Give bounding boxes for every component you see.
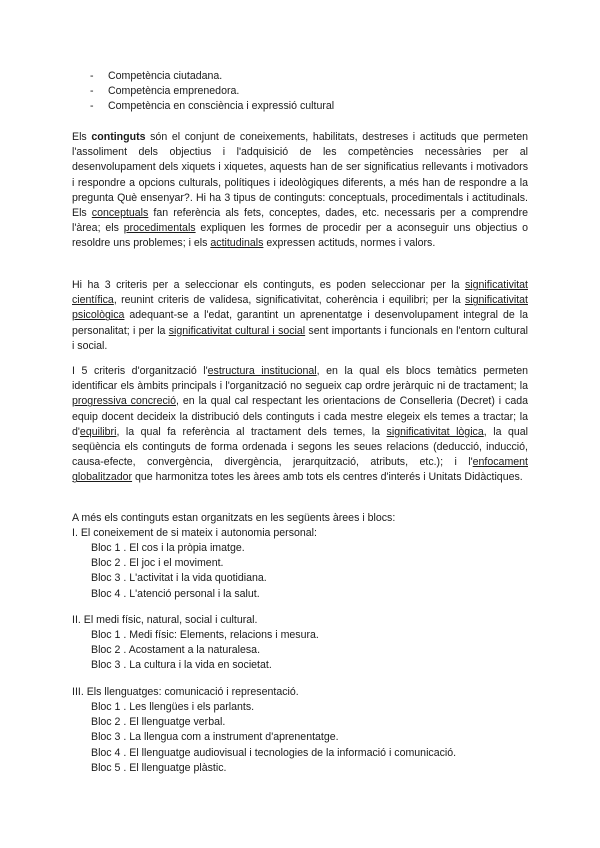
list-item: Bloc 3 . L'activitat i la vida quotidiana. bbox=[91, 572, 267, 585]
paragraph-continguts: Els continguts són el conjunt de coneixements, habilitats, destreses i actituds que permeten l'assoliment dels objectius i l'adquisició de les competències necessàries per al desenvolupament dels xiquets i xiquetes, aquests han de ser significatius rellevants i motivadors i respondre a opcions culturals, polítiques i ideològiques diferents, a més han de respondre a la pregunta Què ensenyar?. Hi ha 3 tipus de continguts: conceptuals, procedimentals i actitudinals. Els conceptuals fan referència als fets, conceptes, dades, etc. necessaris per a comprendre l'àrea; els procedimentals expliquen les formes de procedir per a aconseguir uns objectius o resoldre uns problemes; i els actitudinals expressen actituds, normes i valors. bbox=[72, 131, 528, 250]
term-significativitat-cultural: significativitat cultural i social bbox=[168, 324, 306, 337]
area-title: I. El coneixement de si mateix i autonomia personal: bbox=[72, 527, 317, 539]
term-significativitat-psicologica: significativitat psicològica bbox=[72, 294, 528, 322]
list-item: Bloc 4 . L'atenció personal i la salut. bbox=[91, 587, 260, 600]
term-procedimentals: procedimentals bbox=[123, 222, 196, 235]
paragraph-criteris-seleccio: Hi ha 3 criteris per a seleccionar els continguts, es poden seleccionar per la significativitat científica, reunint criteris de validesa, significativitat, coherència i equilibri; per la significativitat psicològica adequant-se a l'edat, garantint un aprenentatge i desenvolupament integral de la personalitat; i per la significativitat cultural i social sent importants i funcionals en l'entorn cultural i social. bbox=[72, 279, 528, 352]
competence-list bbox=[90, 69, 550, 115]
term-significativitat-cientifica: significativitat científica bbox=[72, 279, 528, 307]
term-equilibri: equilibri bbox=[79, 425, 117, 438]
area-3-blocs bbox=[91, 700, 531, 776]
term-conceptuals: conceptuals bbox=[91, 207, 149, 220]
term-progressiva-concrecio: progressiva concreció bbox=[72, 395, 177, 408]
list-item: Bloc 2 . El joc i el moviment. bbox=[91, 557, 224, 570]
list-item: Bloc 1 . Medi físic: Elements, relacions i mesura. bbox=[91, 629, 319, 641]
list-item: - Competència en consciència i expressió cultural bbox=[90, 99, 550, 114]
term-estructura-institucional: estructura institucional bbox=[207, 365, 317, 377]
paragraph-criteris-organitzacio: I 5 criteris d'organització l'estructura institucional, en la qual els blocs temàtics permeten identificar els àmbits principals i l'organització no segueix cap ordre jeràrquic ni de tractament; la progressiva concreció, en la qual cal respectant les orientacions de Conselleria (Decret) i cada equip docent decideix la distribució dels continguts i cada mestre elegeix els temes a tractar; la d'equilibri, la qual fa referència al tractament dels temes, la significativitat lògica, la qual seqüència els continguts de forma ordenada i segons les seues relacions (deducció, inducció, causa-efecte, convergència, divergència, jerarquització, atributs, etc.); i l'enfocament globalitzador que harmonitza totes les àrees amb tots els centres d'interés i Unitats Didàctiques. bbox=[72, 365, 529, 484]
area-1-blocs bbox=[91, 541, 531, 602]
list-item: Bloc 5 . El llenguatge plàstic. bbox=[91, 761, 227, 774]
list-item: Bloc 4 . El llenguatge audiovisual i tecnologies de la informació i comunicació. bbox=[91, 746, 457, 759]
area-title: II. El medi físic, natural, social i cultural. bbox=[72, 614, 258, 626]
list-item: Bloc 2 . El llenguatge verbal. bbox=[91, 716, 226, 729]
list-item: Bloc 3 . La llengua com a instrument d'aprenentatge. bbox=[91, 731, 339, 744]
list-item: Bloc 1 . Les llengües i els parlants. bbox=[91, 701, 255, 713]
term-significativitat-logica: significativitat lògica bbox=[386, 425, 484, 438]
list-item: - Competència ciutadana. bbox=[90, 69, 550, 84]
area-title: III. Els llenguatges: comunicació i representació. bbox=[72, 686, 299, 698]
term-continguts: continguts bbox=[91, 131, 146, 143]
list-item: Bloc 1 . El cos i la pròpia imatge. bbox=[91, 542, 245, 554]
list-item: Bloc 3 . La cultura i la vida en societat. bbox=[91, 659, 272, 672]
list-item: Bloc 2 . Acostament a la naturalesa. bbox=[91, 644, 261, 657]
areas-intro: A més els continguts estan organitzats en les següents àrees i blocs: bbox=[72, 512, 396, 524]
term-actitudinals: actitudinals bbox=[210, 237, 264, 250]
list-item: - Competència emprenedora. bbox=[90, 84, 550, 99]
area-2-blocs bbox=[91, 628, 531, 674]
term-enfocament-globalitzador: enfocament globalitzador bbox=[72, 456, 528, 484]
